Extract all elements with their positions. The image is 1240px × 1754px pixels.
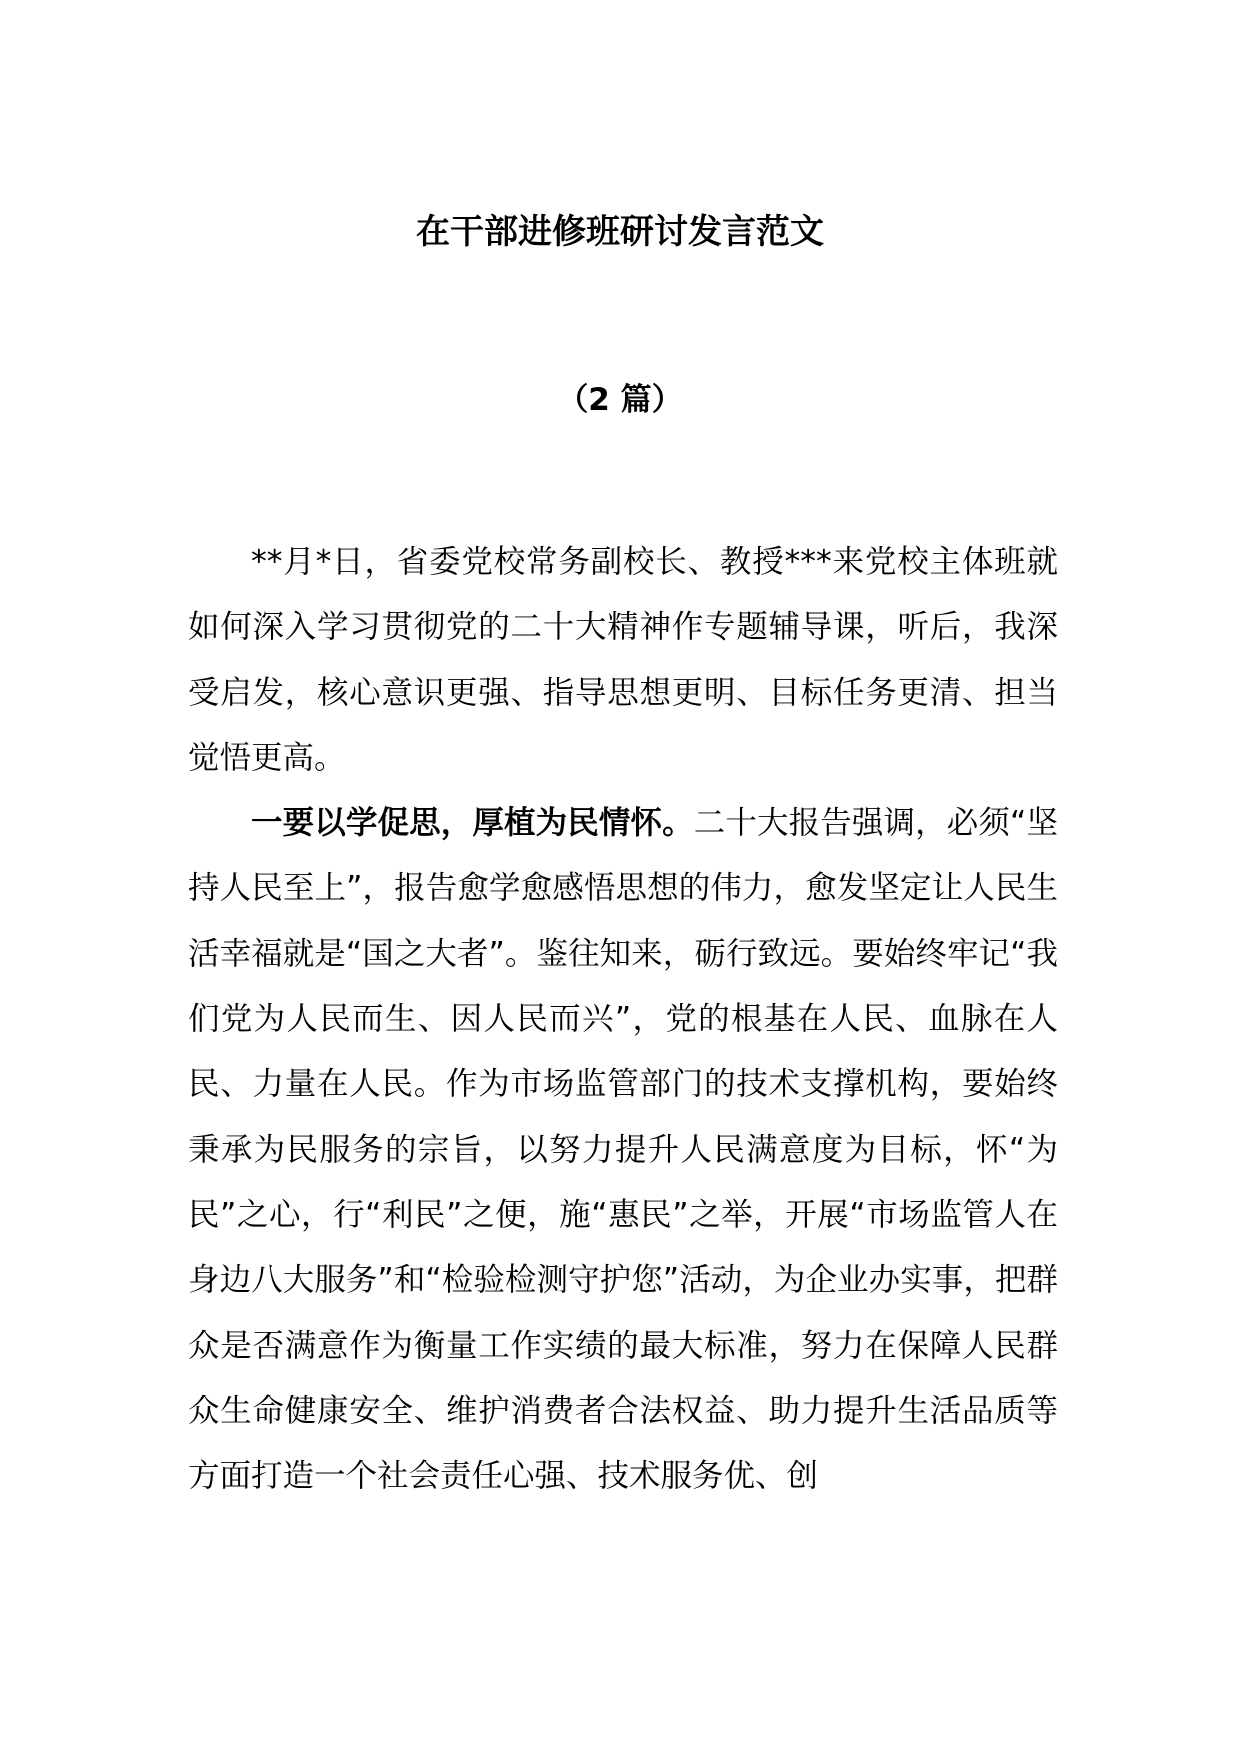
paragraph-text: 二十大报告强调，必须“坚持人民至上”，报告愈学愈感悟思想的伟力，愈发坚定让人民生活幸福就是“国之大者”。鉴往知来，砺行致远。要始终牢记“我们党为人民而生、因人民而兴”，党的根基在人民、血脉在人民、力量在人民。作为市场监管部门的技术支撑机构，要始终秉承为民服务的宗旨，以努力提升人民满意度为目标，怀“为民”之心，行“利民”之便，施“惠民”之举，开展“市场监管人在身边八大服务”和“检验检测守护您”活动，为企业办实事，把群众是否满意作为衡量工作实绩的最大标准，努力在保障人民群众生命健康安全、维护消费者合法权益、助力提升生活品质等方面打造一个社会责任心强、技术服务优、创 [188, 805, 1058, 1495]
paragraph-lead-heading: 一要以学促思，厚植为民情怀。 [251, 805, 694, 842]
document-body [188, 530, 1058, 1509]
document-subtitle: （2 篇） [557, 382, 683, 418]
document-title: 在干部进修班研讨发言范文 [416, 212, 824, 252]
paragraph-intro [188, 530, 1058, 791]
paragraph-point-one [188, 791, 1058, 1509]
paragraph-text: **月*日，省委党校常务副校长、教授***来党校主体班就如何深入学习贯彻党的二十大精神作专题辅导课，听后，我深受启发，核心意识更强、指导思想更明、目标任务更清、担当觉悟更高。 [188, 544, 1058, 776]
